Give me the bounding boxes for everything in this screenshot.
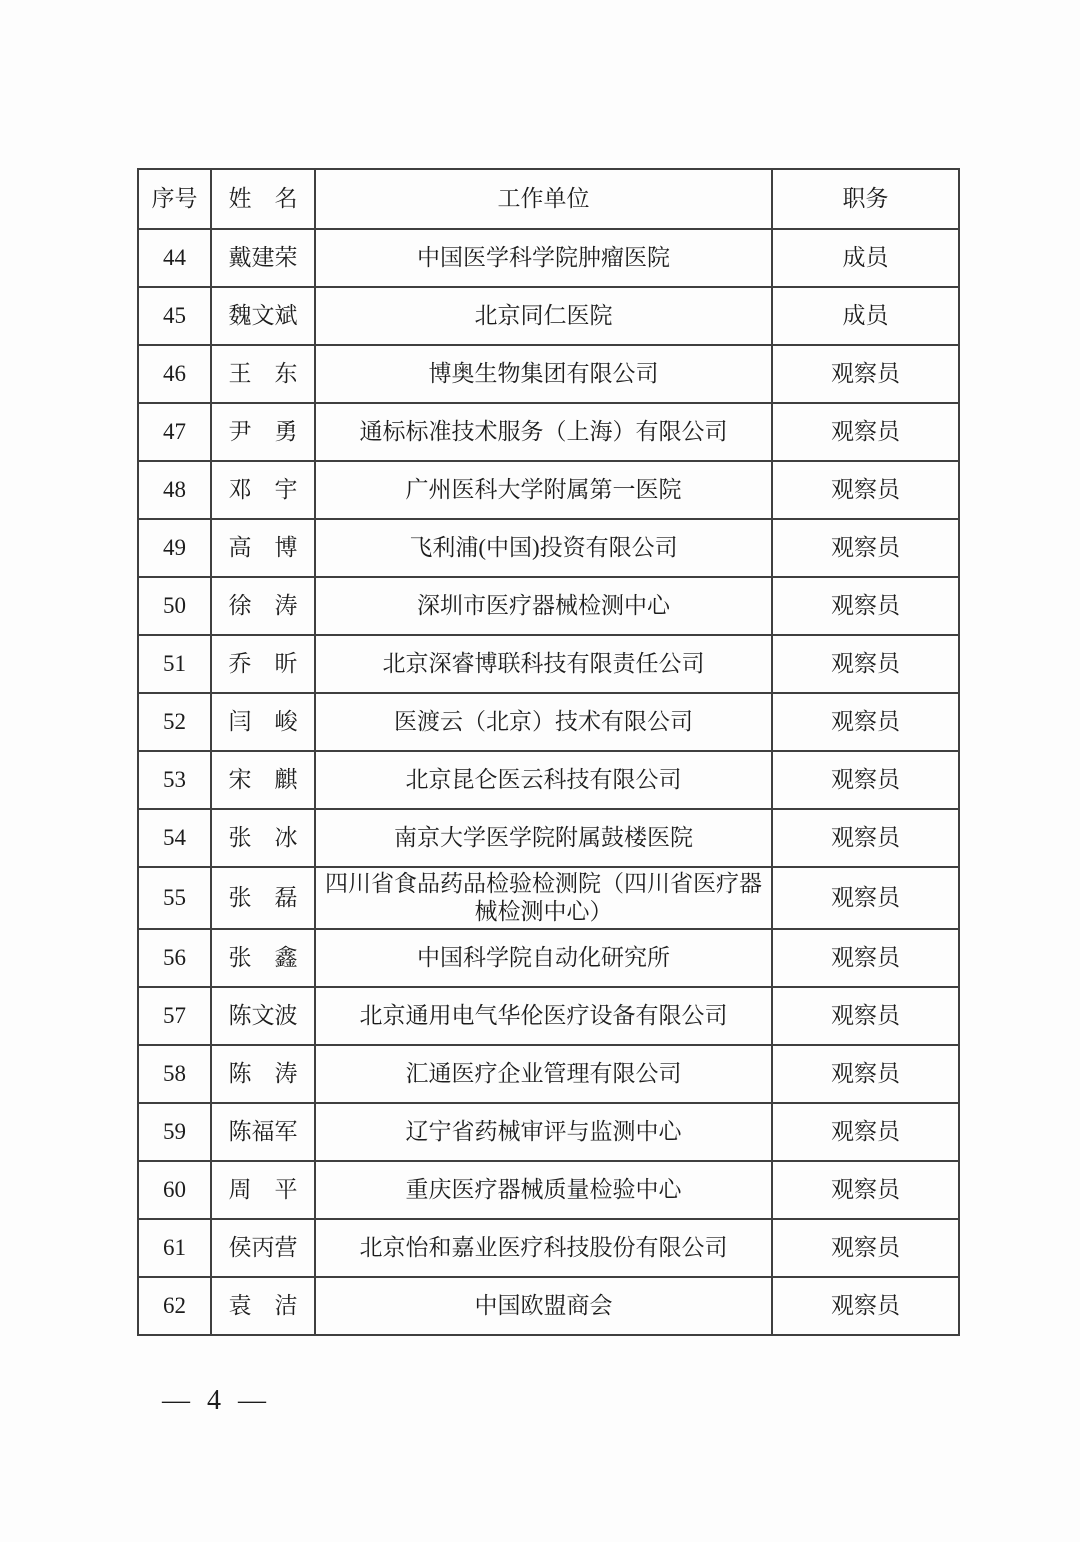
table-row — [138, 461, 959, 519]
cell-position: 观察员 — [772, 1219, 959, 1277]
cell-name: 乔 昕 — [211, 635, 315, 693]
cell-name: 周 平 — [211, 1161, 315, 1219]
cell-serial-number: 48 — [138, 461, 211, 519]
cell-name: 陈福军 — [211, 1103, 315, 1161]
cell-work-unit: 四川省食品药品检验检测院（四川省医疗器械检测中心） — [315, 867, 772, 929]
cell-name: 戴建荣 — [211, 229, 315, 287]
cell-name: 陈文波 — [211, 987, 315, 1045]
cell-work-unit: 北京怡和嘉业医疗科技股份有限公司 — [315, 1219, 772, 1277]
cell-position: 观察员 — [772, 1045, 959, 1103]
cell-work-unit: 中国医学科学院肿瘤医院 — [315, 229, 772, 287]
cell-position: 观察员 — [772, 577, 959, 635]
cell-serial-number: 45 — [138, 287, 211, 345]
table-row — [138, 519, 959, 577]
table-row — [138, 229, 959, 287]
cell-serial-number: 58 — [138, 1045, 211, 1103]
cell-work-unit: 中国欧盟商会 — [315, 1277, 772, 1335]
cell-work-unit: 北京同仁医院 — [315, 287, 772, 345]
table-row — [138, 809, 959, 867]
cell-name: 袁 洁 — [211, 1277, 315, 1335]
table-header-row — [138, 169, 959, 229]
cell-work-unit: 北京通用电气华伦医疗设备有限公司 — [315, 987, 772, 1045]
cell-name: 王 东 — [211, 345, 315, 403]
table-row — [138, 1277, 959, 1335]
cell-serial-number: 55 — [138, 867, 211, 929]
cell-work-unit: 深圳市医疗器械检测中心 — [315, 577, 772, 635]
table-row — [138, 403, 959, 461]
cell-position: 观察员 — [772, 693, 959, 751]
cell-name: 邓 宇 — [211, 461, 315, 519]
cell-serial-number: 52 — [138, 693, 211, 751]
cell-work-unit: 北京昆仑医云科技有限公司 — [315, 751, 772, 809]
table-row — [138, 635, 959, 693]
table-row — [138, 1045, 959, 1103]
cell-serial-number: 59 — [138, 1103, 211, 1161]
table-row — [138, 1103, 959, 1161]
cell-name: 陈 涛 — [211, 1045, 315, 1103]
cell-work-unit: 重庆医疗器械质量检验中心 — [315, 1161, 772, 1219]
cell-position: 观察员 — [772, 987, 959, 1045]
cell-position: 观察员 — [772, 1277, 959, 1335]
cell-name: 宋 麒 — [211, 751, 315, 809]
cell-name: 高 博 — [211, 519, 315, 577]
cell-position: 观察员 — [772, 1103, 959, 1161]
cell-position: 观察员 — [772, 461, 959, 519]
cell-name: 徐 涛 — [211, 577, 315, 635]
cell-name: 尹 勇 — [211, 403, 315, 461]
cell-serial-number: 61 — [138, 1219, 211, 1277]
table-row — [138, 751, 959, 809]
cell-serial-number: 51 — [138, 635, 211, 693]
cell-work-unit: 广州医科大学附属第一医院 — [315, 461, 772, 519]
cell-work-unit: 医渡云（北京）技术有限公司 — [315, 693, 772, 751]
cell-position: 观察员 — [772, 1161, 959, 1219]
cell-work-unit: 博奥生物集团有限公司 — [315, 345, 772, 403]
page-footer: — 4 — — [162, 1385, 268, 1416]
header-serial-number: 序号 — [138, 169, 211, 229]
cell-position: 成员 — [772, 287, 959, 345]
cell-serial-number: 44 — [138, 229, 211, 287]
cell-serial-number: 49 — [138, 519, 211, 577]
cell-name: 张 鑫 — [211, 929, 315, 987]
header-position: 职务 — [772, 169, 959, 229]
cell-serial-number: 50 — [138, 577, 211, 635]
cell-serial-number: 56 — [138, 929, 211, 987]
cell-work-unit: 辽宁省药械审评与监测中心 — [315, 1103, 772, 1161]
table-row — [138, 345, 959, 403]
members-table — [137, 168, 960, 1336]
cell-name: 侯丙营 — [211, 1219, 315, 1277]
header-work-unit: 工作单位 — [315, 169, 772, 229]
cell-serial-number: 47 — [138, 403, 211, 461]
cell-position: 观察员 — [772, 751, 959, 809]
cell-position: 观察员 — [772, 929, 959, 987]
cell-serial-number: 57 — [138, 987, 211, 1045]
cell-serial-number: 46 — [138, 345, 211, 403]
cell-position: 成员 — [772, 229, 959, 287]
table-row — [138, 287, 959, 345]
cell-position: 观察员 — [772, 345, 959, 403]
cell-serial-number: 53 — [138, 751, 211, 809]
cell-work-unit: 南京大学医学院附属鼓楼医院 — [315, 809, 772, 867]
table-row — [138, 1161, 959, 1219]
cell-position: 观察员 — [772, 809, 959, 867]
cell-position: 观察员 — [772, 519, 959, 577]
table-row — [138, 987, 959, 1045]
cell-serial-number: 60 — [138, 1161, 211, 1219]
cell-name: 张 磊 — [211, 867, 315, 929]
cell-position: 观察员 — [772, 635, 959, 693]
cell-work-unit: 飞利浦(中国)投资有限公司 — [315, 519, 772, 577]
cell-position: 观察员 — [772, 867, 959, 929]
table-row — [138, 929, 959, 987]
cell-name: 闫 峻 — [211, 693, 315, 751]
table-row — [138, 1219, 959, 1277]
cell-name: 张 冰 — [211, 809, 315, 867]
table-row — [138, 867, 959, 929]
table-row — [138, 693, 959, 751]
cell-work-unit: 汇通医疗企业管理有限公司 — [315, 1045, 772, 1103]
cell-work-unit: 中国科学院自动化研究所 — [315, 929, 772, 987]
cell-work-unit: 通标标准技术服务（上海）有限公司 — [315, 403, 772, 461]
cell-serial-number: 62 — [138, 1277, 211, 1335]
cell-position: 观察员 — [772, 403, 959, 461]
header-name: 姓 名 — [211, 169, 315, 229]
cell-serial-number: 54 — [138, 809, 211, 867]
cell-work-unit: 北京深睿博联科技有限责任公司 — [315, 635, 772, 693]
table-row — [138, 577, 959, 635]
cell-name: 魏文斌 — [211, 287, 315, 345]
